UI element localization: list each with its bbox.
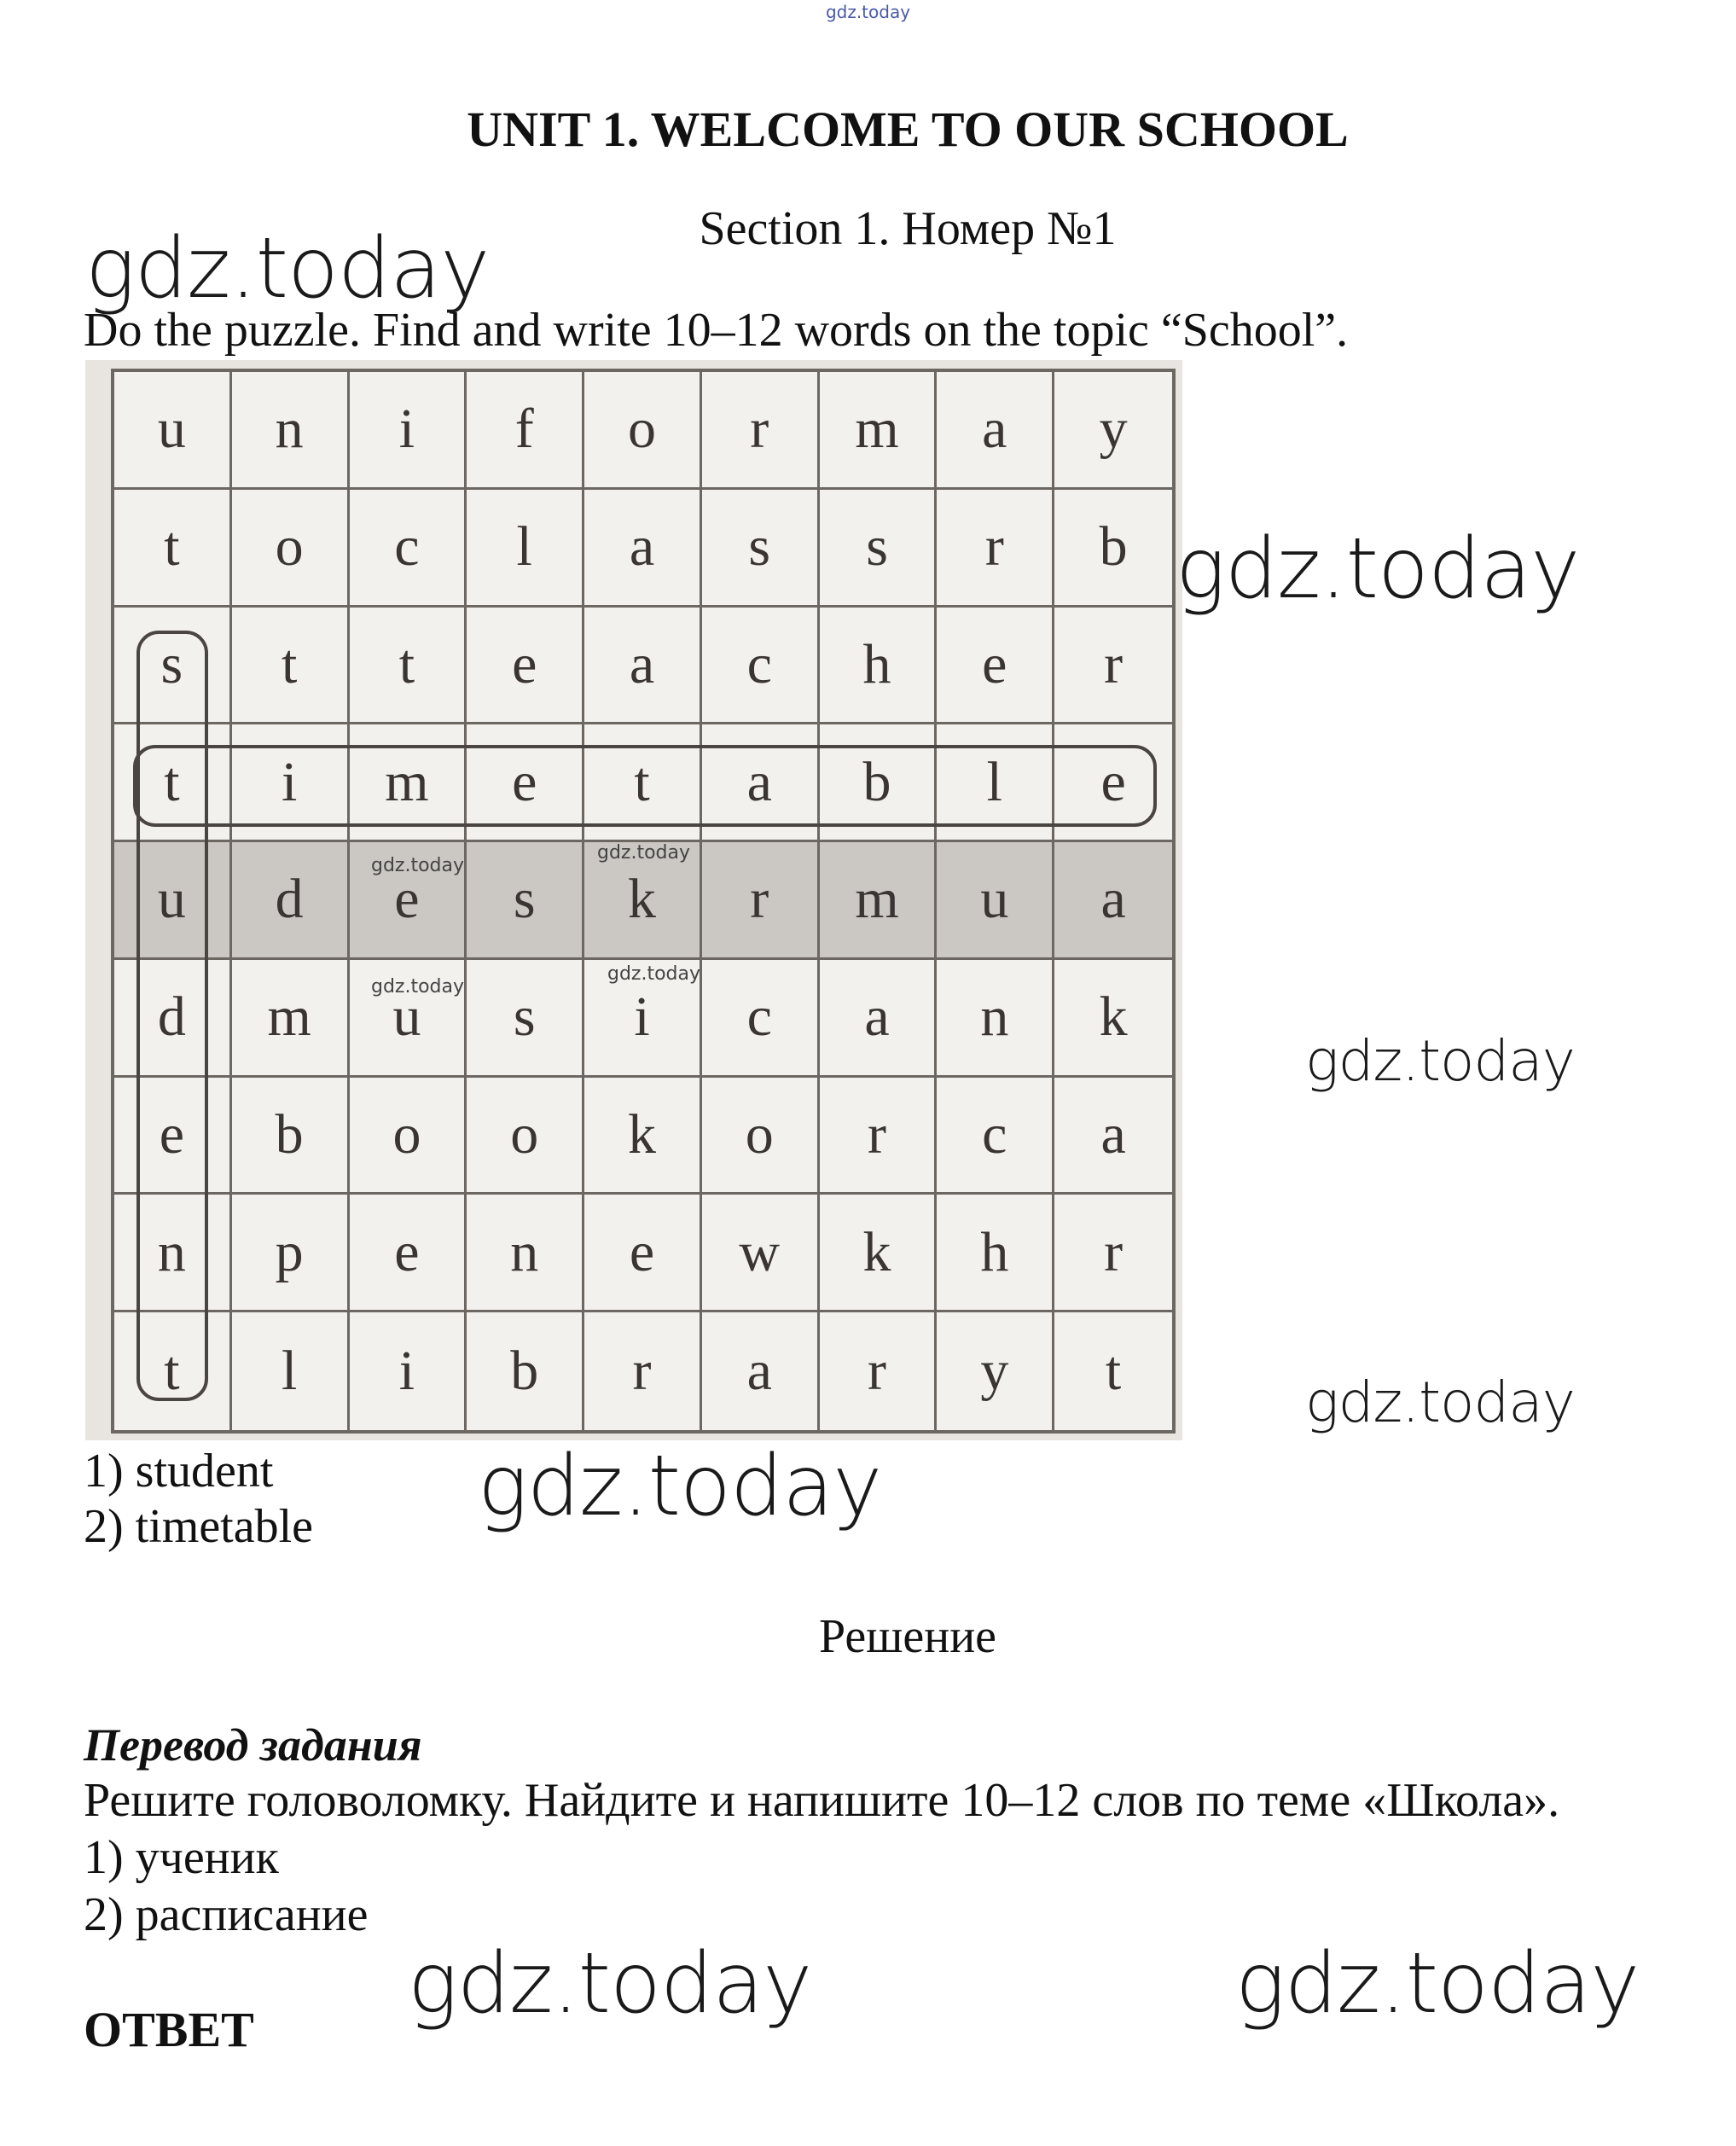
puzzle-cell: u: [114, 372, 232, 490]
puzzle-cell: o: [232, 490, 350, 608]
puzzle-cell: w: [702, 1195, 820, 1312]
puzzle-cell: a: [702, 1312, 820, 1430]
puzzle-cell: r: [702, 372, 820, 490]
puzzle-cell: b: [467, 1312, 584, 1430]
puzzle-grid: [111, 369, 1176, 1434]
puzzle-cell: l: [467, 490, 584, 608]
answer-label: ОТВЕТ: [84, 2002, 254, 2057]
watermark: gdz.today: [408, 1935, 812, 2033]
puzzle-cell: a: [937, 372, 1054, 490]
puzzle-cell: e: [114, 1078, 232, 1195]
puzzle-cell: i: [350, 1312, 467, 1430]
unit-title: UNIT 1. WELCOME TO OUR SCHOOL: [467, 102, 1349, 157]
puzzle-cell: i: [350, 372, 467, 490]
puzzle-cell: o: [467, 1078, 584, 1195]
translation-item: 2) расписание: [84, 1888, 369, 1941]
puzzle-cell: a: [702, 724, 820, 842]
puzzle-cell: p: [232, 1195, 350, 1312]
watermark-small: gdz.today: [371, 976, 465, 997]
puzzle-cell: m: [232, 960, 350, 1078]
puzzle-cell: b: [1054, 490, 1172, 608]
puzzle-cell: d: [114, 960, 232, 1078]
puzzle-cell: b: [820, 724, 938, 842]
watermark: gdz.today: [478, 1438, 882, 1535]
puzzle-cell: t: [114, 724, 232, 842]
puzzle-cell: i: [232, 724, 350, 842]
watermark: gdz.today: [1176, 521, 1580, 618]
puzzle-cell: t: [114, 490, 232, 608]
task-instruction: Do the puzzle. Find and write 10–12 words on the topic “School”.: [84, 304, 1349, 357]
puzzle-cell: e: [467, 608, 584, 725]
puzzle-cell: r: [1054, 1195, 1172, 1312]
puzzle-cell: u: [937, 842, 1054, 960]
watermark: gdz.today: [1235, 1935, 1640, 2033]
puzzle-cell: t: [1105, 1340, 1122, 1403]
puzzle-cell: c: [702, 960, 820, 1078]
watermark-small: gdz.today: [607, 963, 701, 985]
watermark: gdz.today: [1305, 1028, 1575, 1094]
translation-text: Решите головоломку. Найдите и напишите 10–12 слов по теме «Школа».: [84, 1774, 1560, 1827]
puzzle-cell: n: [467, 1195, 584, 1312]
puzzle-cell: e: [467, 724, 584, 842]
answer-item: 2) timetable: [84, 1500, 314, 1553]
puzzle-cell: k: [584, 842, 702, 960]
puzzle-cell: k: [1054, 960, 1172, 1078]
puzzle-cell: o: [350, 1078, 467, 1195]
watermark: gdz.today: [85, 220, 490, 317]
puzzle-cell: s: [702, 490, 820, 608]
translation-item: 1) ученик: [84, 1831, 279, 1884]
puzzle-cell: e: [1054, 724, 1172, 842]
translation-title: Перевод задания: [84, 1719, 422, 1771]
puzzle-cell: c: [350, 490, 467, 608]
puzzle-cell: t: [584, 724, 702, 842]
puzzle-cell: t: [232, 608, 350, 725]
puzzle-cell: h: [937, 1195, 1054, 1312]
puzzle-cell: k: [584, 1078, 702, 1195]
puzzle-cell: r: [937, 490, 1054, 608]
watermark-small: gdz.today: [597, 842, 691, 864]
puzzle-cell: s: [467, 960, 584, 1078]
puzzle-cell: n: [937, 960, 1054, 1078]
puzzle-cell: m: [350, 724, 467, 842]
answer-item: 1) student: [84, 1445, 274, 1498]
solution-label: Решение: [818, 1610, 997, 1663]
puzzle-cell: t: [350, 608, 467, 725]
puzzle-cell: o: [584, 372, 702, 490]
puzzle-cell: e: [584, 1195, 702, 1312]
puzzle-cell: d: [232, 842, 350, 960]
puzzle-cell: a: [820, 960, 938, 1078]
section-title: Section 1. Номер №1: [699, 202, 1117, 255]
watermark-top: gdz.today: [825, 2, 911, 22]
puzzle-cell: a: [1054, 1078, 1172, 1195]
puzzle-cell: l: [937, 724, 1054, 842]
puzzle-cell: r: [584, 1312, 702, 1430]
puzzle-cell: y: [937, 1312, 1054, 1430]
puzzle-cell: s: [114, 608, 232, 725]
puzzle-cell: t: [114, 1312, 232, 1430]
puzzle-cell: m: [820, 842, 938, 960]
watermark-small: gdz.today: [371, 855, 465, 876]
puzzle-cell: a: [584, 608, 702, 725]
puzzle-cell: c: [937, 1078, 1054, 1195]
puzzle-cell: n: [232, 372, 350, 490]
puzzle-cell: a: [1054, 842, 1172, 960]
puzzle-cell: r: [820, 1312, 938, 1430]
puzzle-cell: a: [584, 490, 702, 608]
puzzle-cell: e: [350, 1195, 467, 1312]
puzzle-cell: h: [820, 608, 938, 725]
watermark: gdz.today: [1305, 1370, 1575, 1435]
puzzle-cell: k: [820, 1195, 938, 1312]
puzzle-cell: u: [114, 842, 232, 960]
puzzle-cell: e: [937, 608, 1054, 725]
puzzle-cell: l: [232, 1312, 350, 1430]
puzzle-cell: m: [820, 372, 938, 490]
puzzle-cell: c: [702, 608, 820, 725]
puzzle-cell: r: [1054, 608, 1172, 725]
word-puzzle: [85, 360, 1182, 1440]
puzzle-cell: i: [584, 960, 702, 1078]
puzzle-cell: r: [702, 842, 820, 960]
puzzle-cell: n: [114, 1195, 232, 1312]
puzzle-cell: b: [232, 1078, 350, 1195]
puzzle-cell: u: [350, 960, 467, 1078]
found-word-timetable-highlight: [133, 745, 1157, 827]
puzzle-cell: e: [350, 842, 467, 960]
puzzle-cell: o: [702, 1078, 820, 1195]
puzzle-cell: s: [467, 842, 584, 960]
puzzle-cell: s: [820, 490, 938, 608]
puzzle-cell: r: [820, 1078, 938, 1195]
puzzle-cell: f: [467, 372, 584, 490]
puzzle-cell: y: [1054, 372, 1172, 490]
